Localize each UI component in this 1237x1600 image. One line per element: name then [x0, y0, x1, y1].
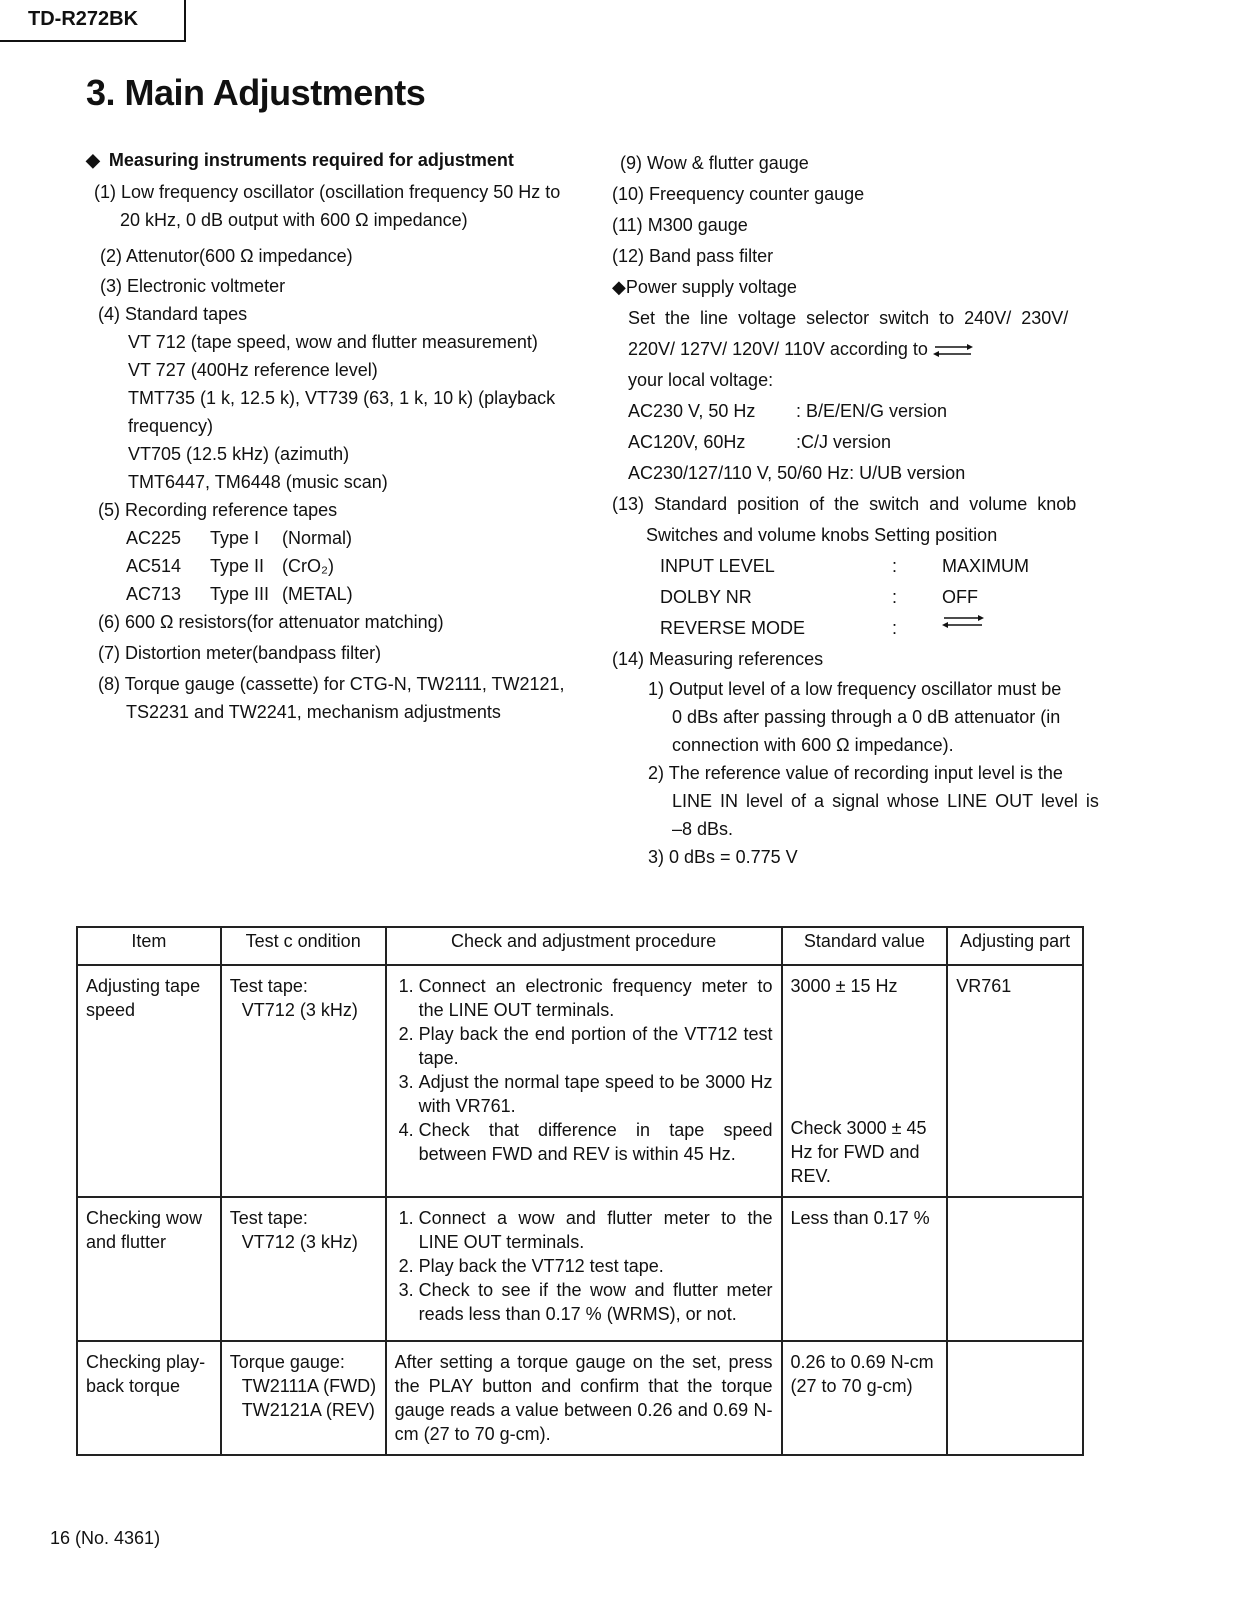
procedure-step: 4. Check that difference in tape speed between FWD and REV is within 45 Hz. [419, 1118, 773, 1166]
cell-part [947, 1197, 1083, 1341]
switch-name: DOLBY NR [660, 587, 752, 607]
instrument-item-cont: 20 kHz, 0 dB output with 600 Ω impedance) [120, 210, 468, 230]
condition-title: Test tape: [229, 1208, 308, 1228]
col-header-procedure: Check and adjustment procedure [386, 927, 782, 965]
item-text: Band pass filter [649, 246, 774, 266]
switch-setting: MAXIMUM [942, 556, 1029, 576]
item-text: Electronic voltmeter [127, 276, 286, 296]
standard-position-heading [612, 489, 1102, 520]
version: : B/E/EN/G version [796, 401, 948, 421]
instruments-heading-text: Measuring instruments required for adjustment [108, 150, 514, 170]
reference-text: The reference value of recording input level is the [668, 763, 1063, 783]
switch-row [612, 551, 1102, 582]
item-number: (7) [98, 643, 120, 663]
standard-tape: TMT735 (1 k, 12.5 k), VT739 (63, 1 k, 10 k) (playback [128, 388, 556, 408]
instrument-item [88, 670, 588, 698]
table-row [77, 965, 1083, 1197]
diamond-bullet-icon: ◆ [612, 277, 626, 297]
power-text: 220V/ 127V/ 120V/ 110V according to [628, 339, 928, 359]
table-row [77, 1341, 1083, 1455]
instrument-item [88, 639, 588, 667]
item-text: 600 Ω resistors(for attenuator matching) [125, 612, 444, 632]
item-number: (1) [94, 182, 116, 202]
instrument-item [88, 242, 588, 270]
page-title: 3. Main Adjustments [86, 72, 426, 113]
voltage-version-row [612, 427, 1102, 458]
colon: : [892, 618, 898, 638]
cell-item: Checking wow and flutter [77, 1197, 221, 1341]
power-text-with-arrow [612, 334, 1102, 365]
tape-kind: (Normal) [282, 528, 352, 548]
standard-tape: VT 727 (400Hz reference level) [128, 360, 378, 380]
item-number: (9) [620, 153, 642, 173]
reference-number: 1) [648, 679, 665, 699]
reference-text: LINE IN level of a signal whose LINE OUT level is [672, 791, 1099, 811]
switch-name: REVERSE MODE [660, 618, 806, 638]
switch-name: INPUT LEVEL [660, 556, 775, 576]
item-number: (10) [612, 184, 645, 204]
voltage: AC230 V, 50 Hz [628, 401, 756, 421]
col-header-item: Item [77, 927, 221, 965]
condition-title: Torque gauge: [229, 1352, 345, 1372]
standard-tape: VT705 (12.5 kHz) (azimuth) [128, 444, 350, 464]
power-text: Set the line voltage selector switch to 240V/ 230V/ [628, 308, 1069, 328]
standard-tape: frequency) [128, 416, 214, 436]
item-text: Standard tapes [125, 304, 248, 324]
cell-standard: Less than 0.17 % [782, 1197, 948, 1341]
item-number: (13) [612, 494, 645, 514]
cell-procedure [386, 965, 782, 1197]
col-header-part: Adjusting part [947, 927, 1083, 965]
procedure-step: 1. Connect a wow and flutter meter to the LINE OUT terminals. [419, 1206, 773, 1254]
reference-item [612, 759, 1102, 787]
standard-value: 3000 ± 15 Hz [790, 976, 898, 996]
item-number: (14) [612, 649, 645, 669]
instrument-item [88, 178, 588, 206]
item-number: (2) [100, 246, 122, 266]
item-text: M300 gauge [647, 215, 748, 235]
reference-item [612, 843, 1102, 871]
item-number: (11) [612, 215, 643, 235]
item-text: Low frequency oscillator (oscillation frequency 50 Hz to [121, 182, 561, 202]
table-header-row [77, 927, 1083, 965]
cell-standard: 0.26 to 0.69 N-cm (27 to 70 g-cm) [782, 1341, 948, 1455]
item-number: (5) [98, 500, 120, 520]
cell-part: VR761 [947, 965, 1083, 1197]
colon: : [892, 587, 898, 607]
col-header-condition: Test c ondition [221, 927, 386, 965]
adjustment-table [76, 926, 1084, 1456]
instrument-item [88, 300, 588, 328]
item-text: Attenutor(600 Ω impedance) [126, 246, 353, 266]
table-row [77, 1197, 1083, 1341]
item-text: Freequency counter gauge [649, 184, 865, 204]
reference-item [612, 675, 1102, 703]
cell-condition [221, 1197, 386, 1341]
item-number: (4) [98, 304, 120, 324]
instruments-column [88, 146, 588, 726]
recording-tape-row [88, 524, 588, 552]
adjustment-table-wrap [76, 926, 1084, 1456]
reverse-mode-arrows-icon [942, 613, 984, 629]
standard-tape: VT 712 (tape speed, wow and flutter measurement) [128, 332, 538, 352]
page-footer: 16 (No. 4361) [50, 1528, 161, 1548]
condition-value: TW2121A (REV) [241, 1400, 375, 1420]
reference-text: Output level of a low frequency oscillator must be [669, 679, 1062, 699]
condition-value: VT712 (3 kHz) [241, 1232, 358, 1252]
power-heading-text: Power supply voltage [625, 277, 797, 297]
recording-tape-row [88, 580, 588, 608]
cell-condition [221, 1341, 386, 1455]
cell-item: Checking play-back torque [77, 1341, 221, 1455]
tape-code: AC713 [126, 584, 182, 604]
standard-tape: TMT6447, TM6448 (music scan) [128, 472, 388, 492]
switch-row [612, 582, 1102, 613]
cell-item: Adjusting tape speed [77, 965, 221, 1197]
model-number: TD-R272BK [28, 8, 139, 30]
instrument-item [612, 241, 1102, 272]
cell-standard [782, 965, 948, 1197]
item-text: Wow & flutter gauge [647, 153, 809, 173]
procedure-step: 3. Check to see if the wow and flutter meter reads less than 0.17 % (WRMS), or not. [419, 1278, 773, 1326]
power-text: your local voltage: [628, 370, 774, 390]
item-number: (6) [98, 612, 120, 632]
tape-kind: (METAL) [282, 584, 353, 604]
instrument-item [88, 496, 588, 524]
procedure-step: 3. Adjust the normal tape speed to be 3000 Hz with VR761. [419, 1070, 773, 1118]
instrument-item [612, 148, 1102, 179]
instrument-item [88, 272, 588, 300]
switch-setting: OFF [942, 587, 978, 607]
reference-number: 2) [648, 763, 665, 783]
item-text: Measuring references [649, 649, 824, 669]
instrument-item [612, 179, 1102, 210]
references-heading [612, 644, 1102, 675]
item-number: (8) [98, 674, 120, 694]
voltage-version-row: AC230/127/110 V, 50/60 Hz: U/UB version [628, 463, 966, 483]
power-heading [612, 272, 1102, 303]
tape-type: Type II [210, 556, 265, 576]
item-text: Torque gauge (cassette) for CTG-N, TW2111, TW2121, [124, 674, 565, 694]
procedure-step: 1. Connect an electronic frequency meter to the LINE OUT terminals. [419, 974, 773, 1022]
tape-type: Type I [210, 528, 260, 548]
reference-text: –8 dBs. [672, 819, 734, 839]
condition-value: TW2111A (FWD) [241, 1376, 377, 1396]
voltage-version-row [612, 396, 1102, 427]
procedure-step: 2. Play back the end portion of the VT712 test tape. [419, 1022, 773, 1070]
cell-part [947, 1341, 1083, 1455]
instrument-item [612, 210, 1102, 241]
colon: : [892, 556, 898, 576]
reference-text: 0 dBs after passing through a 0 dB attenuator (in [672, 707, 1061, 727]
condition-title: Test tape: [229, 976, 308, 996]
tape-code: AC514 [126, 556, 182, 576]
references-list [612, 675, 1102, 871]
instruments-heading [86, 146, 588, 174]
tape-code: AC225 [126, 528, 182, 548]
cell-procedure: After setting a torque gauge on the set, press the PLAY button and confirm that the torque gauge reads a value between 0.26 and 0.69 N-cm (27 to 70 g-cm). [386, 1341, 782, 1455]
item-text: Distortion meter(bandpass filter) [125, 643, 382, 663]
diamond-bullet-icon: ◆ [86, 150, 100, 170]
model-tab [0, 0, 186, 42]
item-text: Recording reference tapes [125, 500, 338, 520]
recording-tape-row [88, 552, 588, 580]
col-header-standard: Standard value [782, 927, 948, 965]
item-number: (3) [100, 276, 122, 296]
switch-row [612, 613, 1102, 644]
instruments-column-right [612, 148, 1102, 871]
item-text: Standard position of the switch and volume knob [654, 494, 1077, 514]
version: :C/J version [796, 432, 892, 452]
instrument-item [88, 608, 588, 636]
reverse-mode-arrows-icon [933, 342, 973, 358]
item-number: (12) [612, 246, 645, 266]
reference-number: 3) [648, 847, 665, 867]
cell-condition [221, 965, 386, 1197]
switch-table-header: Switches and volume knobs Setting position [646, 525, 998, 545]
standard-value: Check 3000 ± 45 Hz for FWD and REV. [790, 1118, 927, 1186]
instrument-item-cont: TS2231 and TW2241, mechanism adjustments [126, 702, 501, 722]
procedure-step: 2. Play back the VT712 test tape. [419, 1254, 773, 1278]
cell-procedure [386, 1197, 782, 1341]
condition-value: VT712 (3 kHz) [241, 1000, 358, 1020]
voltage: AC120V, 60Hz [628, 432, 746, 452]
tape-kind: (CrO₂) [282, 556, 334, 576]
reference-text: 0 dBs = 0.775 V [669, 847, 798, 867]
tape-type: Type III [210, 584, 270, 604]
reference-text: connection with 600 Ω impedance). [672, 735, 954, 755]
